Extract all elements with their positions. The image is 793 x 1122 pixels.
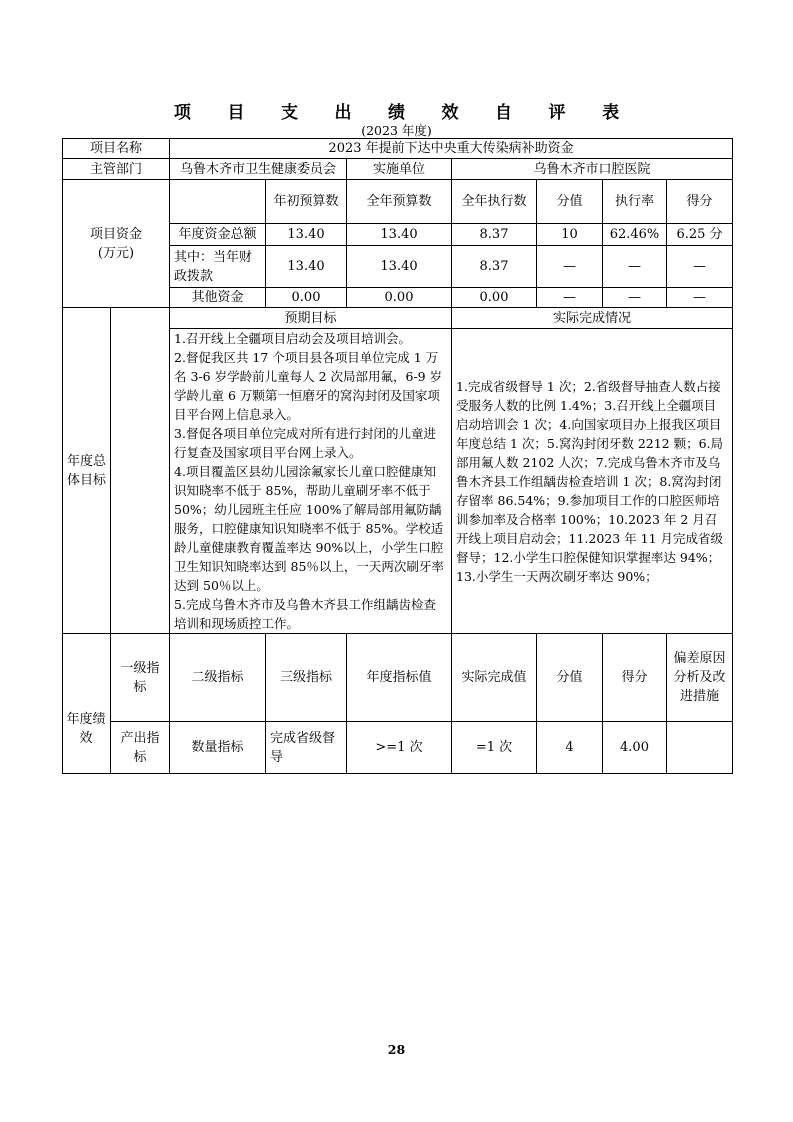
expected-item: 4.项目覆盖区县幼儿园涂氟家长儿童口腔健康知识知晓率不低于 85%，帮助儿童刷牙率不低于 50%；幼儿园班主任应 100%了解局部用氟防龋服务，口腔健康知识知晓率不低于 85%。学校适龄儿童健康教育覆盖率达 90%以上，小学生口腔卫生知识知晓率达到 85％以上，一天两次刷牙率达到 50％以上。 xyxy=(174,464,444,593)
funds-cell: — xyxy=(537,246,603,288)
impl-label: 实施单位 xyxy=(347,159,452,180)
actual-header: 实际完成情况 xyxy=(452,308,733,329)
funds-cell: 10 xyxy=(537,224,603,246)
funds-section-label xyxy=(63,180,170,308)
indicator-target: >=1 次 xyxy=(347,722,452,774)
expected-item: 1.召开线上全疆项目启动会及项目培训会。 xyxy=(174,331,411,346)
goals-label: 年度总体目标 xyxy=(63,308,111,634)
indicator-header: 得分 xyxy=(603,634,667,722)
funds-header: 全年执行数 xyxy=(452,180,537,224)
funds-cell: — xyxy=(667,288,733,308)
funds-header-blank xyxy=(170,180,266,224)
expected-item: 5.完成乌鲁木齐市及乌鲁木齐县工作组龋齿检查培训和现场质控工作。 xyxy=(174,597,436,631)
indicator-header: 二级指标 xyxy=(170,634,266,722)
expected-item: 2.督促我区共 17 个项目县各项目单位完成 1 万名 3-6 岁学龄前儿童每人 2 次局部用氟，6-9 岁学龄儿童 6 万颗第一恒磨牙的窝沟封闭及国家项目平台网上信息录入。 xyxy=(174,350,443,422)
indicators-label-top xyxy=(63,634,111,774)
indicator-note xyxy=(667,722,733,774)
funds-header: 年初预算数 xyxy=(266,180,347,224)
funds-header: 全年预算数 xyxy=(347,180,452,224)
funds-cell: 13.40 xyxy=(347,246,452,288)
indicator-level2: 数量指标 xyxy=(170,722,266,774)
page-subtitle: (2023 年度) xyxy=(361,123,432,138)
indicator-header: 三级指标 xyxy=(266,634,347,722)
funds-row-label: 其中：当年财政拨款 xyxy=(170,246,266,288)
indicator-header: 偏差原因分析及改进措施 xyxy=(667,634,733,722)
indicator-level1: 产出指标 xyxy=(111,722,170,774)
funds-cell: 13.40 xyxy=(266,246,347,288)
indicator-header: 一级指标 xyxy=(111,634,170,722)
project-name-row xyxy=(63,139,733,159)
impl-value: 乌鲁木齐市口腔医院 xyxy=(452,159,733,180)
indicator-row xyxy=(63,722,733,774)
funds-unit: (万元) xyxy=(97,245,135,261)
dept-value: 乌鲁木齐市卫生健康委员会 xyxy=(170,159,347,180)
department-row xyxy=(63,159,733,180)
funds-header-row xyxy=(63,180,733,224)
project-name-value: 2023 年提前下达中央重大传染病补助资金 xyxy=(170,139,733,159)
expected-header: 预期目标 xyxy=(170,308,452,329)
funds-cell: — xyxy=(667,246,733,288)
indicator-header: 实际完成值 xyxy=(452,634,537,722)
funds-cell: 0.00 xyxy=(266,288,347,308)
project-name-label: 项目名称 xyxy=(63,139,170,159)
evaluation-table xyxy=(62,138,733,774)
funds-cell: 13.40 xyxy=(347,224,452,246)
funds-cell: 8.37 xyxy=(452,246,537,288)
funds-cell: 62.46% xyxy=(603,224,667,246)
funds-cell: — xyxy=(537,288,603,308)
goals-blank-cell xyxy=(111,308,170,634)
funds-cell: 8.37 xyxy=(452,224,537,246)
indicator-score-value: 4 xyxy=(537,722,603,774)
funds-cell: 6.25 分 xyxy=(667,224,733,246)
indicator-actual: =1 次 xyxy=(452,722,537,774)
goals-header-row xyxy=(63,308,733,329)
funds-cell: — xyxy=(603,246,667,288)
funds-header: 执行率 xyxy=(603,180,667,224)
dept-label: 主管部门 xyxy=(63,159,170,180)
funds-cell: 13.40 xyxy=(266,224,347,246)
funds-header: 得分 xyxy=(667,180,733,224)
actual-completion: 1.完成省级督导 1 次；2.省级督导抽查人数占接受服务人数的比例 1.4%；3.召开线上全疆项目启动培训会 1 次；4.向国家项目办上报我区项目年度总结 1 次；5.窝沟封闭牙数 2212 颗；6.局部用氟人数 2102 人次；7.完成乌鲁木齐市及乌鲁木齐县工作组龋齿检查培训 1 次；8.窝沟封闭存留率 86.54%；9.参加项目工作的口腔医师培训参加率及合格率 100%；10.2023 年 2 月召开线上项目启动会；11.2023 年 11 月完成省级督导；12.小学生口腔保健知识掌握率达 94%；13.小学生一天两次刷牙率达 90%； xyxy=(452,329,733,634)
funds-cell: — xyxy=(603,288,667,308)
funds-cell: 0.00 xyxy=(347,288,452,308)
funds-label: 项目资金 xyxy=(90,226,143,242)
indicator-header: 年度指标值 xyxy=(347,634,452,722)
funds-row-label: 其他资金 xyxy=(170,288,266,308)
funds-header: 分值 xyxy=(537,180,603,224)
funds-row-label: 年度资金总额 xyxy=(170,224,266,246)
indicator-score: 4.00 xyxy=(603,722,667,774)
funds-cell: 0.00 xyxy=(452,288,537,308)
indicators-header-row xyxy=(63,634,733,722)
indicator-header: 分值 xyxy=(537,634,603,722)
indicator-level3: 完成省级督导 xyxy=(266,722,347,774)
expected-goals xyxy=(170,329,452,634)
indicators-label: 年度绩效 xyxy=(66,712,106,746)
expected-item: 3.督促各项目单位完成对所有进行封闭的儿童进行复查及国家项目平台网上录入。 xyxy=(174,426,436,460)
page-title: 项 目 支 出 绩 效 自 评 表 xyxy=(173,103,635,123)
page-number: 28 xyxy=(387,1042,406,1057)
